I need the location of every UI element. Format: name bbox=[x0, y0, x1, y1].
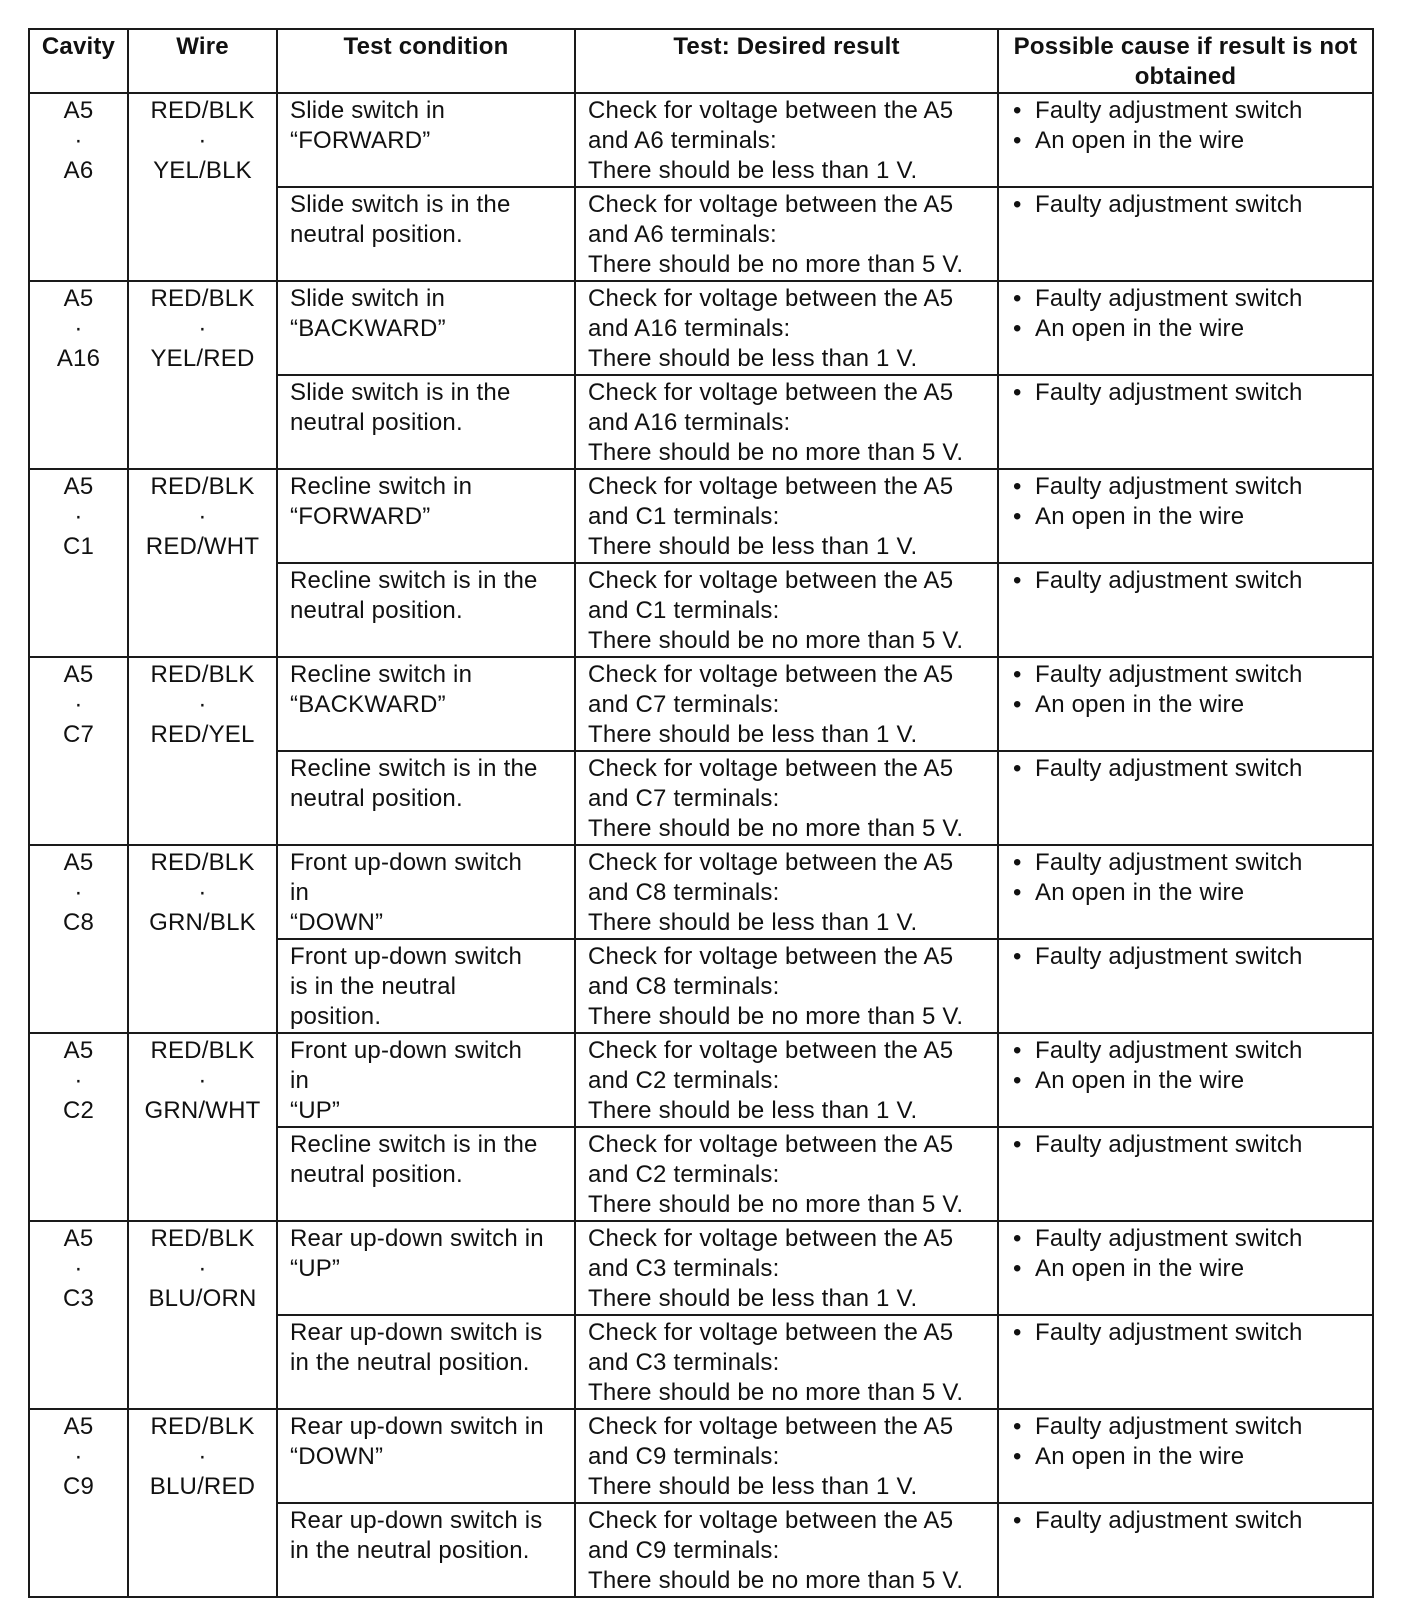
result-text: and C7 terminals: bbox=[588, 691, 780, 718]
cavity-text: C9 bbox=[62, 1473, 95, 1500]
test-condition-cell bbox=[277, 187, 575, 281]
desired-result-cell bbox=[575, 93, 998, 187]
cause-item: • An open in the wire bbox=[1013, 690, 1366, 720]
condition-text: is in the neutral bbox=[290, 973, 457, 1000]
wire-text: BLU/RED bbox=[149, 1473, 256, 1500]
table-row bbox=[29, 1033, 1373, 1127]
cause-list bbox=[1013, 1318, 1366, 1348]
result-text: There should be less than 1 V. bbox=[588, 157, 918, 184]
cause-item: • Faulty adjustment switch bbox=[1013, 1224, 1366, 1254]
desired-result-cell bbox=[575, 939, 998, 1033]
desired-result-cell bbox=[575, 469, 998, 563]
result-text: There should be less than 1 V. bbox=[588, 345, 918, 372]
condition-text: Front up-down switch bbox=[290, 1037, 523, 1064]
cause-list bbox=[1013, 1036, 1366, 1096]
condition-text: neutral position. bbox=[290, 597, 463, 624]
cause-item: • An open in the wire bbox=[1013, 1254, 1366, 1284]
cause-list bbox=[1013, 1224, 1366, 1284]
condition-text: Slide switch in bbox=[290, 97, 446, 124]
cause-list bbox=[1013, 96, 1366, 156]
cause-list bbox=[1013, 378, 1366, 408]
desired-result-cell bbox=[575, 187, 998, 281]
cause-item: • Faulty adjustment switch bbox=[1013, 96, 1366, 126]
wire-text: YEL/BLK bbox=[153, 157, 252, 184]
cavity-text: · bbox=[74, 691, 83, 718]
cavity-text: · bbox=[74, 503, 83, 530]
test-condition-cell bbox=[277, 281, 575, 375]
cause-item: • Faulty adjustment switch bbox=[1013, 566, 1366, 596]
result-text: Check for voltage between the A5 bbox=[588, 567, 954, 594]
cause-list bbox=[1013, 472, 1366, 532]
wire-cell bbox=[128, 657, 277, 845]
result-text: Check for voltage between the A5 bbox=[588, 379, 954, 406]
cavity-text: · bbox=[74, 127, 83, 154]
wire-text: · bbox=[198, 127, 207, 154]
result-text: There should be no more than 5 V. bbox=[588, 1379, 964, 1406]
condition-text: in bbox=[290, 879, 310, 906]
possible-cause-cell bbox=[998, 1033, 1373, 1127]
result-text: and C8 terminals: bbox=[588, 973, 780, 1000]
cause-list bbox=[1013, 190, 1366, 220]
table-row bbox=[29, 845, 1373, 939]
result-text: Check for voltage between the A5 bbox=[588, 473, 954, 500]
cavity-text: C7 bbox=[62, 721, 95, 748]
test-condition-cell bbox=[277, 1033, 575, 1127]
result-text: and C2 terminals: bbox=[588, 1067, 780, 1094]
condition-text: “UP” bbox=[290, 1097, 341, 1124]
test-condition-cell bbox=[277, 657, 575, 751]
cavity-text: · bbox=[74, 1443, 83, 1470]
desired-result-cell bbox=[575, 1033, 998, 1127]
test-condition-cell bbox=[277, 939, 575, 1033]
test-condition-cell bbox=[277, 1315, 575, 1409]
cause-item: • An open in the wire bbox=[1013, 126, 1366, 156]
cause-item: • Faulty adjustment switch bbox=[1013, 1506, 1366, 1536]
cavity-cell bbox=[29, 845, 128, 1033]
result-text: Check for voltage between the A5 bbox=[588, 1507, 954, 1534]
header-possible-cause: Possible cause if result is not obtained bbox=[998, 29, 1373, 93]
result-text: There should be no more than 5 V. bbox=[588, 1003, 964, 1030]
condition-text: “FORWARD” bbox=[290, 503, 431, 530]
cause-item: • An open in the wire bbox=[1013, 1066, 1366, 1096]
table-row bbox=[29, 657, 1373, 751]
cavity-text: A16 bbox=[56, 345, 101, 372]
cause-item: • Faulty adjustment switch bbox=[1013, 660, 1366, 690]
desired-result-cell bbox=[575, 1503, 998, 1597]
cavity-text: A5 bbox=[63, 1413, 94, 1440]
cause-list bbox=[1013, 1412, 1366, 1472]
condition-text: Slide switch is in the bbox=[290, 379, 511, 406]
cause-list bbox=[1013, 848, 1366, 908]
possible-cause-cell bbox=[998, 563, 1373, 657]
desired-result-cell bbox=[575, 845, 998, 939]
desired-result-cell bbox=[575, 657, 998, 751]
cause-list bbox=[1013, 284, 1366, 344]
cavity-text: A5 bbox=[63, 97, 94, 124]
result-text: There should be no more than 5 V. bbox=[588, 815, 964, 842]
cavity-cell bbox=[29, 93, 128, 281]
result-text: Check for voltage between the A5 bbox=[588, 1413, 954, 1440]
result-text: and C2 terminals: bbox=[588, 1161, 780, 1188]
condition-text: neutral position. bbox=[290, 221, 463, 248]
wire-text: · bbox=[198, 1067, 207, 1094]
cavity-cell bbox=[29, 1409, 128, 1597]
wire-text: RED/BLK bbox=[150, 1413, 255, 1440]
wire-text: RED/BLK bbox=[150, 473, 255, 500]
wire-text: RED/BLK bbox=[150, 849, 255, 876]
possible-cause-cell bbox=[998, 939, 1373, 1033]
cause-item: • Faulty adjustment switch bbox=[1013, 848, 1366, 878]
table-row bbox=[29, 93, 1373, 187]
possible-cause-cell bbox=[998, 657, 1373, 751]
cause-item: • An open in the wire bbox=[1013, 502, 1366, 532]
header-desired-result: Test: Desired result bbox=[575, 29, 998, 93]
header-row bbox=[29, 29, 1373, 93]
cavity-text: A5 bbox=[63, 1037, 94, 1064]
cause-item: • Faulty adjustment switch bbox=[1013, 754, 1366, 784]
wire-cell bbox=[128, 281, 277, 469]
cause-list bbox=[1013, 1506, 1366, 1536]
test-condition-cell bbox=[277, 563, 575, 657]
wire-cell bbox=[128, 845, 277, 1033]
cavity-text: A6 bbox=[63, 157, 94, 184]
cavity-text: C3 bbox=[62, 1285, 95, 1312]
result-text: and C9 terminals: bbox=[588, 1537, 780, 1564]
result-text: and C7 terminals: bbox=[588, 785, 780, 812]
condition-text: in the neutral position. bbox=[290, 1537, 530, 1564]
condition-text: Rear up-down switch in bbox=[290, 1413, 544, 1440]
cause-item: • Faulty adjustment switch bbox=[1013, 1412, 1366, 1442]
test-condition-cell bbox=[277, 751, 575, 845]
wire-cell bbox=[128, 469, 277, 657]
desired-result-cell bbox=[575, 751, 998, 845]
possible-cause-cell bbox=[998, 1127, 1373, 1221]
condition-text: Front up-down switch bbox=[290, 849, 523, 876]
condition-text: “BACKWARD” bbox=[290, 691, 446, 718]
wire-text: RED/YEL bbox=[150, 721, 255, 748]
cavity-cell bbox=[29, 1221, 128, 1409]
cause-item: • Faulty adjustment switch bbox=[1013, 1130, 1366, 1160]
wire-text: RED/WHT bbox=[145, 533, 260, 560]
condition-text: “DOWN” bbox=[290, 1443, 384, 1470]
cavity-cell bbox=[29, 469, 128, 657]
possible-cause-cell bbox=[998, 1503, 1373, 1597]
possible-cause-cell bbox=[998, 93, 1373, 187]
possible-cause-cell bbox=[998, 1221, 1373, 1315]
table-row bbox=[29, 281, 1373, 375]
condition-text: Recline switch is in the bbox=[290, 1131, 538, 1158]
desired-result-cell bbox=[575, 1221, 998, 1315]
desired-result-cell bbox=[575, 1315, 998, 1409]
cause-list bbox=[1013, 754, 1366, 784]
table-row bbox=[29, 469, 1373, 563]
header-cavity: Cavity bbox=[29, 29, 128, 93]
wire-text: · bbox=[198, 503, 207, 530]
result-text: and C3 terminals: bbox=[588, 1349, 780, 1376]
test-condition-cell bbox=[277, 375, 575, 469]
desired-result-cell bbox=[575, 281, 998, 375]
table-row bbox=[29, 1221, 1373, 1315]
condition-text: Recline switch in bbox=[290, 473, 473, 500]
result-text: Check for voltage between the A5 bbox=[588, 755, 954, 782]
result-text: There should be less than 1 V. bbox=[588, 1285, 918, 1312]
cavity-cell bbox=[29, 657, 128, 845]
cavity-text: · bbox=[74, 1067, 83, 1094]
wire-text: RED/BLK bbox=[150, 661, 255, 688]
wire-cell bbox=[128, 93, 277, 281]
cause-list bbox=[1013, 660, 1366, 720]
result-text: and C1 terminals: bbox=[588, 597, 780, 624]
condition-text: neutral position. bbox=[290, 409, 463, 436]
condition-text: Front up-down switch bbox=[290, 943, 523, 970]
test-condition-cell bbox=[277, 1127, 575, 1221]
cause-item: • Faulty adjustment switch bbox=[1013, 284, 1366, 314]
test-condition-cell bbox=[277, 845, 575, 939]
cause-item: • Faulty adjustment switch bbox=[1013, 942, 1366, 972]
result-text: There should be less than 1 V. bbox=[588, 721, 918, 748]
cause-item: • Faulty adjustment switch bbox=[1013, 1036, 1366, 1066]
cavity-text: A5 bbox=[63, 285, 94, 312]
cavity-text: C2 bbox=[62, 1097, 95, 1124]
cavity-text: A5 bbox=[63, 849, 94, 876]
result-text: Check for voltage between the A5 bbox=[588, 849, 954, 876]
result-text: and A6 terminals: bbox=[588, 221, 777, 248]
test-condition-cell bbox=[277, 1221, 575, 1315]
condition-text: Slide switch in bbox=[290, 285, 446, 312]
possible-cause-cell bbox=[998, 187, 1373, 281]
result-text: Check for voltage between the A5 bbox=[588, 1037, 954, 1064]
header-test-condition: Test condition bbox=[277, 29, 575, 93]
result-text: There should be no more than 5 V. bbox=[588, 1191, 964, 1218]
cavity-text: · bbox=[74, 315, 83, 342]
desired-result-cell bbox=[575, 1409, 998, 1503]
test-condition-cell bbox=[277, 1409, 575, 1503]
condition-text: “BACKWARD” bbox=[290, 315, 446, 342]
wire-text: · bbox=[198, 1255, 207, 1282]
wire-cell bbox=[128, 1221, 277, 1409]
wire-text: GRN/BLK bbox=[149, 909, 256, 936]
cause-item: • Faulty adjustment switch bbox=[1013, 1318, 1366, 1348]
desired-result-cell bbox=[575, 1127, 998, 1221]
result-text: Check for voltage between the A5 bbox=[588, 1225, 954, 1252]
possible-cause-cell bbox=[998, 375, 1373, 469]
wire-text: GRN/WHT bbox=[144, 1097, 261, 1124]
test-condition-cell bbox=[277, 469, 575, 563]
result-text: and A6 terminals: bbox=[588, 127, 777, 154]
cavity-text: C8 bbox=[62, 909, 95, 936]
condition-text: in the neutral position. bbox=[290, 1349, 530, 1376]
result-text: Check for voltage between the A5 bbox=[588, 1131, 954, 1158]
result-text: Check for voltage between the A5 bbox=[588, 661, 954, 688]
result-text: and A16 terminals: bbox=[588, 409, 791, 436]
wire-text: · bbox=[198, 315, 207, 342]
cavity-text: A5 bbox=[63, 1225, 94, 1252]
result-text: Check for voltage between the A5 bbox=[588, 943, 954, 970]
cause-item: • Faulty adjustment switch bbox=[1013, 472, 1366, 502]
condition-text: Recline switch in bbox=[290, 661, 473, 688]
table-row bbox=[29, 1409, 1373, 1503]
table-body bbox=[29, 93, 1373, 1597]
result-text: and A16 terminals: bbox=[588, 315, 791, 342]
result-text: There should be less than 1 V. bbox=[588, 1097, 918, 1124]
condition-text: in bbox=[290, 1067, 310, 1094]
wire-text: RED/BLK bbox=[150, 1037, 255, 1064]
condition-text: Recline switch is in the bbox=[290, 567, 538, 594]
condition-text: Rear up-down switch in bbox=[290, 1225, 544, 1252]
result-text: There should be less than 1 V. bbox=[588, 533, 918, 560]
cause-item: • An open in the wire bbox=[1013, 878, 1366, 908]
wire-text: RED/BLK bbox=[150, 97, 255, 124]
wire-text: BLU/ORN bbox=[148, 1285, 257, 1312]
result-text: Check for voltage between the A5 bbox=[588, 191, 954, 218]
desired-result-cell bbox=[575, 375, 998, 469]
possible-cause-cell bbox=[998, 1315, 1373, 1409]
result-text: and C3 terminals: bbox=[588, 1255, 780, 1282]
condition-text: Rear up-down switch is bbox=[290, 1319, 543, 1346]
possible-cause-cell bbox=[998, 1409, 1373, 1503]
condition-text: “DOWN” bbox=[290, 909, 384, 936]
result-text: and C1 terminals: bbox=[588, 503, 780, 530]
result-text: There should be no more than 5 V. bbox=[588, 439, 964, 466]
condition-text: Recline switch is in the bbox=[290, 755, 538, 782]
result-text: There should be less than 1 V. bbox=[588, 909, 918, 936]
cavity-text: · bbox=[74, 1255, 83, 1282]
possible-cause-cell bbox=[998, 845, 1373, 939]
wire-text: RED/BLK bbox=[150, 1225, 255, 1252]
cavity-cell bbox=[29, 1033, 128, 1221]
cavity-cell bbox=[29, 281, 128, 469]
cause-list bbox=[1013, 566, 1366, 596]
condition-text: neutral position. bbox=[290, 1161, 463, 1188]
cavity-text: A5 bbox=[63, 661, 94, 688]
condition-text: “UP” bbox=[290, 1255, 341, 1282]
wire-text: · bbox=[198, 691, 207, 718]
result-text: There should be less than 1 V. bbox=[588, 1473, 918, 1500]
cause-item: • Faulty adjustment switch bbox=[1013, 378, 1366, 408]
condition-text: position. bbox=[290, 1003, 382, 1030]
possible-cause-cell bbox=[998, 469, 1373, 563]
test-table bbox=[28, 28, 1374, 1598]
wire-text: · bbox=[198, 1443, 207, 1470]
cavity-text: · bbox=[74, 879, 83, 906]
condition-text: “FORWARD” bbox=[290, 127, 431, 154]
result-text: There should be no more than 5 V. bbox=[588, 1567, 964, 1594]
cause-item: • Faulty adjustment switch bbox=[1013, 190, 1366, 220]
cause-list bbox=[1013, 942, 1366, 972]
wire-text: · bbox=[198, 879, 207, 906]
test-condition-cell bbox=[277, 93, 575, 187]
possible-cause-cell bbox=[998, 281, 1373, 375]
condition-text: Rear up-down switch is bbox=[290, 1507, 543, 1534]
cavity-text: C1 bbox=[62, 533, 95, 560]
test-condition-cell bbox=[277, 1503, 575, 1597]
result-text: There should be no more than 5 V. bbox=[588, 627, 964, 654]
result-text: There should be no more than 5 V. bbox=[588, 251, 964, 278]
result-text: Check for voltage between the A5 bbox=[588, 97, 954, 124]
result-text: Check for voltage between the A5 bbox=[588, 285, 954, 312]
header-wire: Wire bbox=[128, 29, 277, 93]
condition-text: neutral position. bbox=[290, 785, 463, 812]
result-text: and C9 terminals: bbox=[588, 1443, 780, 1470]
result-text: Check for voltage between the A5 bbox=[588, 1319, 954, 1346]
condition-text: Slide switch is in the bbox=[290, 191, 511, 218]
result-text: and C8 terminals: bbox=[588, 879, 780, 906]
desired-result-cell bbox=[575, 563, 998, 657]
cause-list bbox=[1013, 1130, 1366, 1160]
cause-item: • An open in the wire bbox=[1013, 1442, 1366, 1472]
wire-text: RED/BLK bbox=[150, 285, 255, 312]
cause-item: • An open in the wire bbox=[1013, 314, 1366, 344]
wire-cell bbox=[128, 1409, 277, 1597]
cavity-text: A5 bbox=[63, 473, 94, 500]
possible-cause-cell bbox=[998, 751, 1373, 845]
wire-cell bbox=[128, 1033, 277, 1221]
wire-text: YEL/RED bbox=[150, 345, 255, 372]
